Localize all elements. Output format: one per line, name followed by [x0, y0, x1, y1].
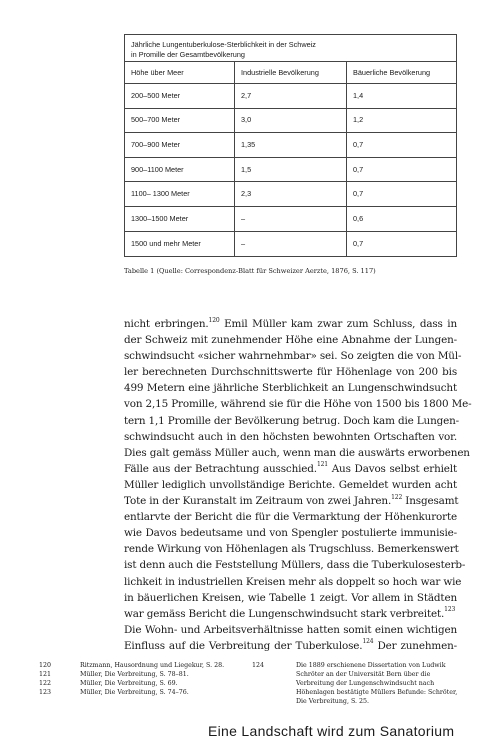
text-line: Dies galt gemäss Müller auch, wenn man die auswärts erworbenen [124, 446, 470, 459]
text-line: tern 1,1 Promille der Bevölkerung betrug. Doch kam die Lungen- [124, 414, 460, 427]
footnotes-right [252, 662, 467, 712]
text-line: war gemäss Bericht die Lungenschwindsucht stark verbreitet.$^{123}$ [124, 606, 456, 620]
table-cell-rural: 0,7 [353, 238, 364, 248]
footnote-text: Die Verbreitung, S. 25. [296, 698, 370, 705]
table-header-rural: Bäuerliche Bevölkerung [353, 67, 431, 77]
footnote-text: Müller, Die Verbreitung, S. 74–76. [80, 689, 189, 696]
text-line: ist denn auch die Feststellung Müllers, dass die Tuberkulosesterb- [124, 559, 466, 572]
table-cell-altitude: 900–1100 Meter [125, 158, 235, 182]
table-title-line-2: in Promille der Gesamtbevölkerung [131, 50, 245, 59]
footnote-text: Schröter an der Universität Bern über die [296, 671, 431, 678]
table-row [125, 158, 456, 183]
table-cell-industrial: 3,0 [235, 109, 347, 133]
table-row [125, 109, 456, 134]
footnotes-left [39, 662, 239, 702]
table-cell-rural: 0,7 [353, 139, 364, 149]
text-line: ler berechneten Durchschnittswerte für Höhenlage von 200 bis [124, 366, 457, 379]
text-line: Fälle aus der Betrachtung ausschied.$^{121}$ Aus Davos selbst erhielt [124, 461, 457, 475]
footnote-text: Ritzmann, Hausordnung und Liegekur, S. 28. [80, 662, 225, 669]
table-title [125, 35, 456, 62]
table-title-line-1: Jährliche Lungentuberkulose-Sterblichkeit in der Schweiz [131, 40, 316, 49]
body-paragraph [124, 316, 472, 654]
table-cell-industrial: – [235, 207, 347, 231]
table-cell-rural: 0,6 [353, 213, 364, 223]
text-line: lichkeit in industriellen Kreisen mehr als doppelt so hoch war wie [124, 575, 462, 588]
text-line: von 2,15 Promille, während sie für die Höhe von 1500 bis 1800 Me- [124, 398, 472, 411]
table-row [125, 84, 456, 109]
text-line: Einfluss auf die Verbreitung der Tuberkulose.$^{124}$ Der zunehmen- [124, 638, 457, 652]
table-cell-rural: 0,7 [353, 164, 364, 174]
text-line: Die Wohn- und Arbeitsverhältnisse hatten somit einen wichtigen [124, 623, 457, 636]
text-line: 499 Metern eine jährliche Sterblichkeit an Lungenschwindsucht [124, 382, 457, 395]
footnote-number: 121 [39, 671, 52, 678]
footnote-number: 122 [39, 680, 52, 687]
table-cell-rural: 1,2 [353, 115, 364, 125]
table-header-industrial: Industrielle Bevölkerung [235, 62, 347, 83]
mortality-table [124, 34, 457, 257]
footnote-number: 120 [39, 662, 52, 669]
footnote-ref[interactable]: 121 [316, 461, 328, 469]
table-cell-industrial: – [235, 232, 347, 257]
table-cell-altitude: 1100– 1300 Meter [125, 182, 235, 206]
footnote-text: Verbreitung der Lungenschwindsucht nach [296, 680, 435, 687]
text-line: nicht erbringen.$^{120}$ Emil Müller kam zwar zum Schluss, dass in [124, 316, 457, 330]
table-row [125, 232, 456, 257]
footnote-text: Müller, Die Verbreitung, S. 69. [80, 680, 178, 687]
text-line: rende Wirkung von Höhenlagen als Trugschluss. Bemerkenswert [124, 543, 459, 556]
text-line: wie Davos bedeutsame und von Spengler postulierte immunisie- [124, 527, 457, 540]
table-cell-altitude: 1300–1500 Meter [125, 207, 235, 231]
text-line: Müller lediglich unvollständige Berichte. Gemeldet wurden acht [124, 478, 457, 491]
table-caption: Tabelle 1 (Quelle: Correspondenz-Blatt für Schweizer Aerzte, 1876, S. 117) [124, 267, 376, 275]
footnote-number: 123 [39, 689, 52, 696]
table-cell-altitude: 500–700 Meter [125, 109, 235, 133]
footnote-ref[interactable]: 120 [208, 316, 220, 324]
text-line: schwindsucht «sicher wahrnehmbar» sei. So zeigten die von Mül- [124, 350, 462, 363]
footnote-text: Die 1889 erschienene Dissertation von Ludwik [296, 662, 446, 669]
footnote-text: Höhenlagen bestätigte Müllers Befunde: Schröter, [296, 689, 458, 696]
table-header-altitude: Höhe über Meer [125, 62, 235, 83]
footnote-number: 124 [252, 662, 265, 669]
table-cell-altitude: 1500 und mehr Meter [125, 232, 235, 257]
table-row [125, 207, 456, 232]
footnote-ref[interactable]: 122 [391, 493, 403, 501]
footnote-text: Müller, Die Verbreitung, S. 78–81. [80, 671, 189, 678]
table-row [125, 182, 456, 207]
table-cell-rural: 0,7 [353, 189, 364, 199]
table-row [125, 133, 456, 158]
table-cell-industrial: 1,35 [235, 133, 347, 157]
running-footer-title: Eine Landschaft wird zum Sanatorium [208, 723, 455, 739]
table-cell-industrial: 1,5 [235, 158, 347, 182]
text-line: entlarvte der Bericht die für die Vermarktung der Höhenkurorte [124, 511, 457, 524]
text-line: schwindsucht auch in den höchsten bewohnten Ortschaften vor. [124, 430, 457, 443]
table-cell-rural: 1,4 [353, 90, 364, 100]
text-line: in bäuerlichen Kreisen, wie Tabelle 1 zeigt. Vor allem in Städten [124, 591, 457, 604]
table-cell-altitude: 700–900 Meter [125, 133, 235, 157]
text-line: der Schweiz mit zunehmender Höhe eine Abnahme der Lungen- [124, 334, 457, 347]
table-cell-industrial: 2,3 [235, 182, 347, 206]
footnote-ref[interactable]: 123 [444, 606, 456, 614]
text-line: Tote in der Kuranstalt im Zeitraum von zwei Jahren.$^{122}$ Insgesamt [124, 493, 459, 508]
table-cell-altitude: 200–500 Meter [125, 84, 235, 108]
table-cell-industrial: 2,7 [235, 84, 347, 108]
table-header-row [125, 62, 456, 84]
footnote-ref[interactable]: 124 [362, 638, 374, 646]
